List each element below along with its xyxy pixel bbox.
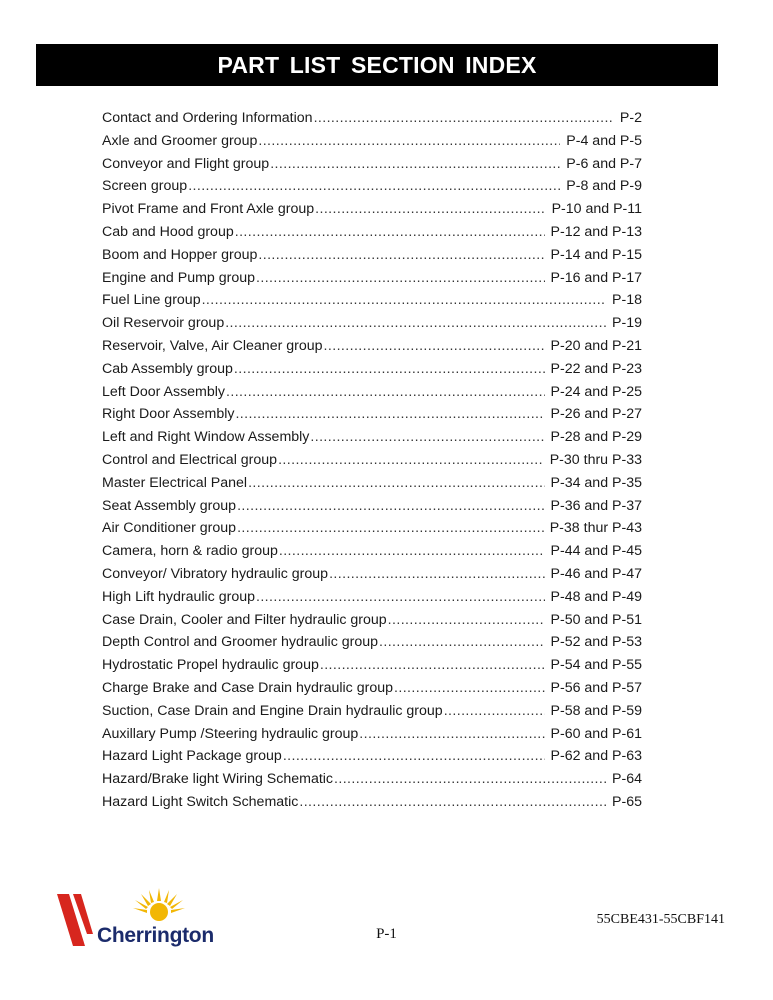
toc-entry	[102, 403, 642, 426]
toc-entry	[102, 107, 642, 130]
toc-entry-title: Control and Electrical group	[102, 451, 278, 468]
toc-leader-dots	[320, 654, 545, 677]
toc-entry	[102, 289, 642, 312]
toc-leader-dots	[388, 609, 545, 632]
toc-entry-page: P-62 and P-63	[550, 748, 642, 765]
toc-entry-page: P-56 and P-57	[550, 679, 642, 696]
toc-entry-page: P-50 and P-51	[550, 611, 642, 628]
page-title: PART LIST SECTION INDEX	[36, 44, 718, 86]
toc-entry-page: P-10 and P-11	[551, 201, 642, 218]
toc-leader-dots	[237, 495, 544, 518]
toc-entry-page: P-4 and P-5	[566, 132, 642, 149]
toc-leader-dots	[258, 244, 544, 267]
toc-entry-page: P-36 and P-37	[550, 497, 642, 514]
toc-entry-title: Cab and Hood group	[102, 223, 234, 240]
toc-entry	[102, 700, 642, 723]
toc-entry-page: P-2	[619, 110, 642, 126]
toc-entry-title: Hydrostatic Propel hydraulic group	[102, 657, 319, 674]
toc-entry-title: Engine and Pump group	[102, 269, 256, 286]
toc-leader-dots	[283, 745, 545, 768]
toc-entry-title: Hazard Light Package group	[102, 748, 282, 765]
toc-leader-dots	[202, 289, 606, 312]
toc-entry	[102, 563, 642, 586]
toc-entry	[102, 153, 642, 176]
toc-entry-page: P-16 and P-17	[550, 269, 642, 286]
toc-leader-dots	[256, 586, 545, 609]
toc-entry-title: Seat Assembly group	[102, 497, 237, 514]
toc-entry	[102, 335, 642, 358]
toc-entry	[102, 130, 642, 153]
logo-wordmark: Cherrington	[97, 924, 214, 947]
toc-entry-title: Right Door Assembly	[102, 406, 235, 423]
toc-entry-title: Auxillary Pump /Steering hydraulic group	[102, 725, 359, 742]
toc-entry-page: P-54 and P-55	[550, 657, 642, 674]
toc-entry-title: Depth Control and Groomer hydraulic group	[102, 634, 379, 651]
toc-entry-page: P-46 and P-47	[550, 565, 642, 582]
toc-entry-page: P-65	[612, 793, 642, 810]
sunburst-logo-icon	[133, 888, 185, 921]
toc-leader-dots	[324, 335, 545, 358]
toc-entry-page: P-34 and P-35	[550, 474, 642, 491]
toc-leader-dots	[188, 175, 560, 198]
toc-entry	[102, 472, 642, 495]
toc-entry	[102, 791, 642, 814]
toc-entry-title: High Lift hydraulic group	[102, 588, 255, 605]
toc-entry-page: P-6 and P-7	[566, 155, 642, 172]
toc-entry-title: Left Door Assembly	[102, 383, 226, 400]
toc-entry-page: P-18	[612, 292, 642, 309]
toc-entry	[102, 654, 642, 677]
toc-leader-dots	[334, 768, 606, 791]
toc-entry	[102, 723, 642, 746]
toc-leader-dots	[235, 221, 545, 244]
toc-entry-page: P-28 and P-29	[550, 429, 642, 446]
toc-entry	[102, 745, 642, 768]
toc-entry	[102, 244, 642, 267]
toc-entry-page: P-38 thur P-43	[549, 520, 642, 537]
toc-entry-page: P-60 and P-61	[550, 725, 642, 742]
document-code: 55CBE431-55CBF141	[596, 912, 725, 927]
toc-leader-dots	[258, 130, 560, 153]
toc-entry-page: P-14 and P-15	[550, 246, 642, 263]
toc-leader-dots	[256, 267, 544, 290]
toc-entry-title: Charge Brake and Case Drain hydraulic group	[102, 679, 394, 696]
toc-entry-page: P-22 and P-23	[550, 360, 642, 377]
toc-entry-title: Hazard Light Switch Schematic	[102, 793, 299, 810]
toc-leader-dots	[278, 449, 544, 472]
toc-leader-dots	[234, 358, 545, 381]
toc-entry-title: Oil Reservoir group	[102, 315, 225, 332]
toc-leader-dots	[237, 517, 544, 540]
toc-leader-dots	[299, 791, 606, 814]
toc-entry-page: P-26 and P-27	[550, 406, 642, 423]
toc-entry-page: P-20 and P-21	[550, 337, 642, 354]
toc-entry-title: Conveyor and Flight group	[102, 155, 270, 172]
toc-leader-dots	[315, 198, 545, 221]
toc-entry	[102, 495, 642, 518]
toc-entry-page: P-12 and P-13	[550, 223, 642, 240]
toc-entry	[102, 631, 642, 654]
toc-entry	[102, 381, 642, 404]
toc-leader-dots	[225, 312, 606, 335]
toc-entry	[102, 609, 642, 632]
toc-entry-title: Boom and Hopper group	[102, 246, 258, 263]
page-number: P-1	[376, 926, 397, 942]
toc-leader-dots	[279, 540, 545, 563]
toc-entry-title: Master Electrical Panel	[102, 474, 248, 491]
toc-entry-title: Axle and Groomer group	[102, 132, 258, 149]
toc-entry-title: Suction, Case Drain and Engine Drain hydraulic group	[102, 702, 443, 719]
toc-entry-title: Left and Right Window Assembly	[102, 429, 310, 446]
toc-entry-page: P-58 and P-59	[550, 702, 642, 719]
toc-entry-title: Fuel Line group	[102, 292, 201, 309]
toc-leader-dots	[394, 677, 544, 700]
toc-leader-dots	[235, 403, 544, 426]
toc-entry-page: P-52 and P-53	[550, 634, 642, 651]
toc-leader-dots	[226, 381, 544, 404]
toc-leader-dots	[270, 153, 560, 176]
toc-entry	[102, 677, 642, 700]
toc-leader-dots	[329, 563, 544, 586]
toc-entry	[102, 198, 642, 221]
toc-entry	[102, 312, 642, 335]
toc-entry-title: Cab Assembly group	[102, 360, 233, 377]
toc-entry-page: P-24 and P-25	[550, 383, 642, 400]
toc-entry	[102, 221, 642, 244]
toc-entry	[102, 175, 642, 198]
toc-entry-title: Hazard/Brake light Wiring Schematic	[102, 771, 334, 788]
toc-entry-title: Screen group	[102, 178, 188, 195]
toc-entry-page: P-19	[612, 315, 642, 332]
toc-leader-dots	[310, 426, 544, 449]
toc-entry-title: Case Drain, Cooler and Filter hydraulic group	[102, 611, 387, 628]
toc-entry-page: P-44 and P-45	[550, 543, 642, 560]
toc-entry	[102, 449, 642, 472]
toc-entry	[102, 267, 642, 290]
toc-entry-title: Pivot Frame and Front Axle group	[102, 201, 315, 218]
toc-leader-dots	[379, 631, 544, 654]
toc-entry-title: Camera, horn & radio group	[102, 543, 278, 560]
toc-entry-page: P-30 thru P-33	[549, 451, 642, 468]
toc-leader-dots	[248, 472, 544, 495]
toc-entry	[102, 426, 642, 449]
toc-entry-page: P-64	[612, 771, 642, 788]
toc-leader-dots	[359, 723, 544, 746]
toc-entry	[102, 540, 642, 563]
toc-entry-page: P-48 and P-49	[550, 588, 642, 605]
toc-entry-title: Reservoir, Valve, Air Cleaner group	[102, 337, 323, 354]
toc-entry-title: Contact and Ordering Information	[102, 110, 313, 126]
toc-entry-page: P-8 and P-9	[566, 178, 642, 195]
toc-leader-dots	[314, 107, 614, 130]
toc-entry	[102, 517, 642, 540]
section-index-list	[102, 107, 642, 814]
toc-entry-title: Air Conditioner group	[102, 520, 237, 537]
toc-entry	[102, 358, 642, 381]
toc-entry	[102, 586, 642, 609]
toc-entry-title: Conveyor/ Vibratory hydraulic group	[102, 565, 329, 582]
toc-entry	[102, 768, 642, 791]
toc-leader-dots	[444, 700, 545, 723]
